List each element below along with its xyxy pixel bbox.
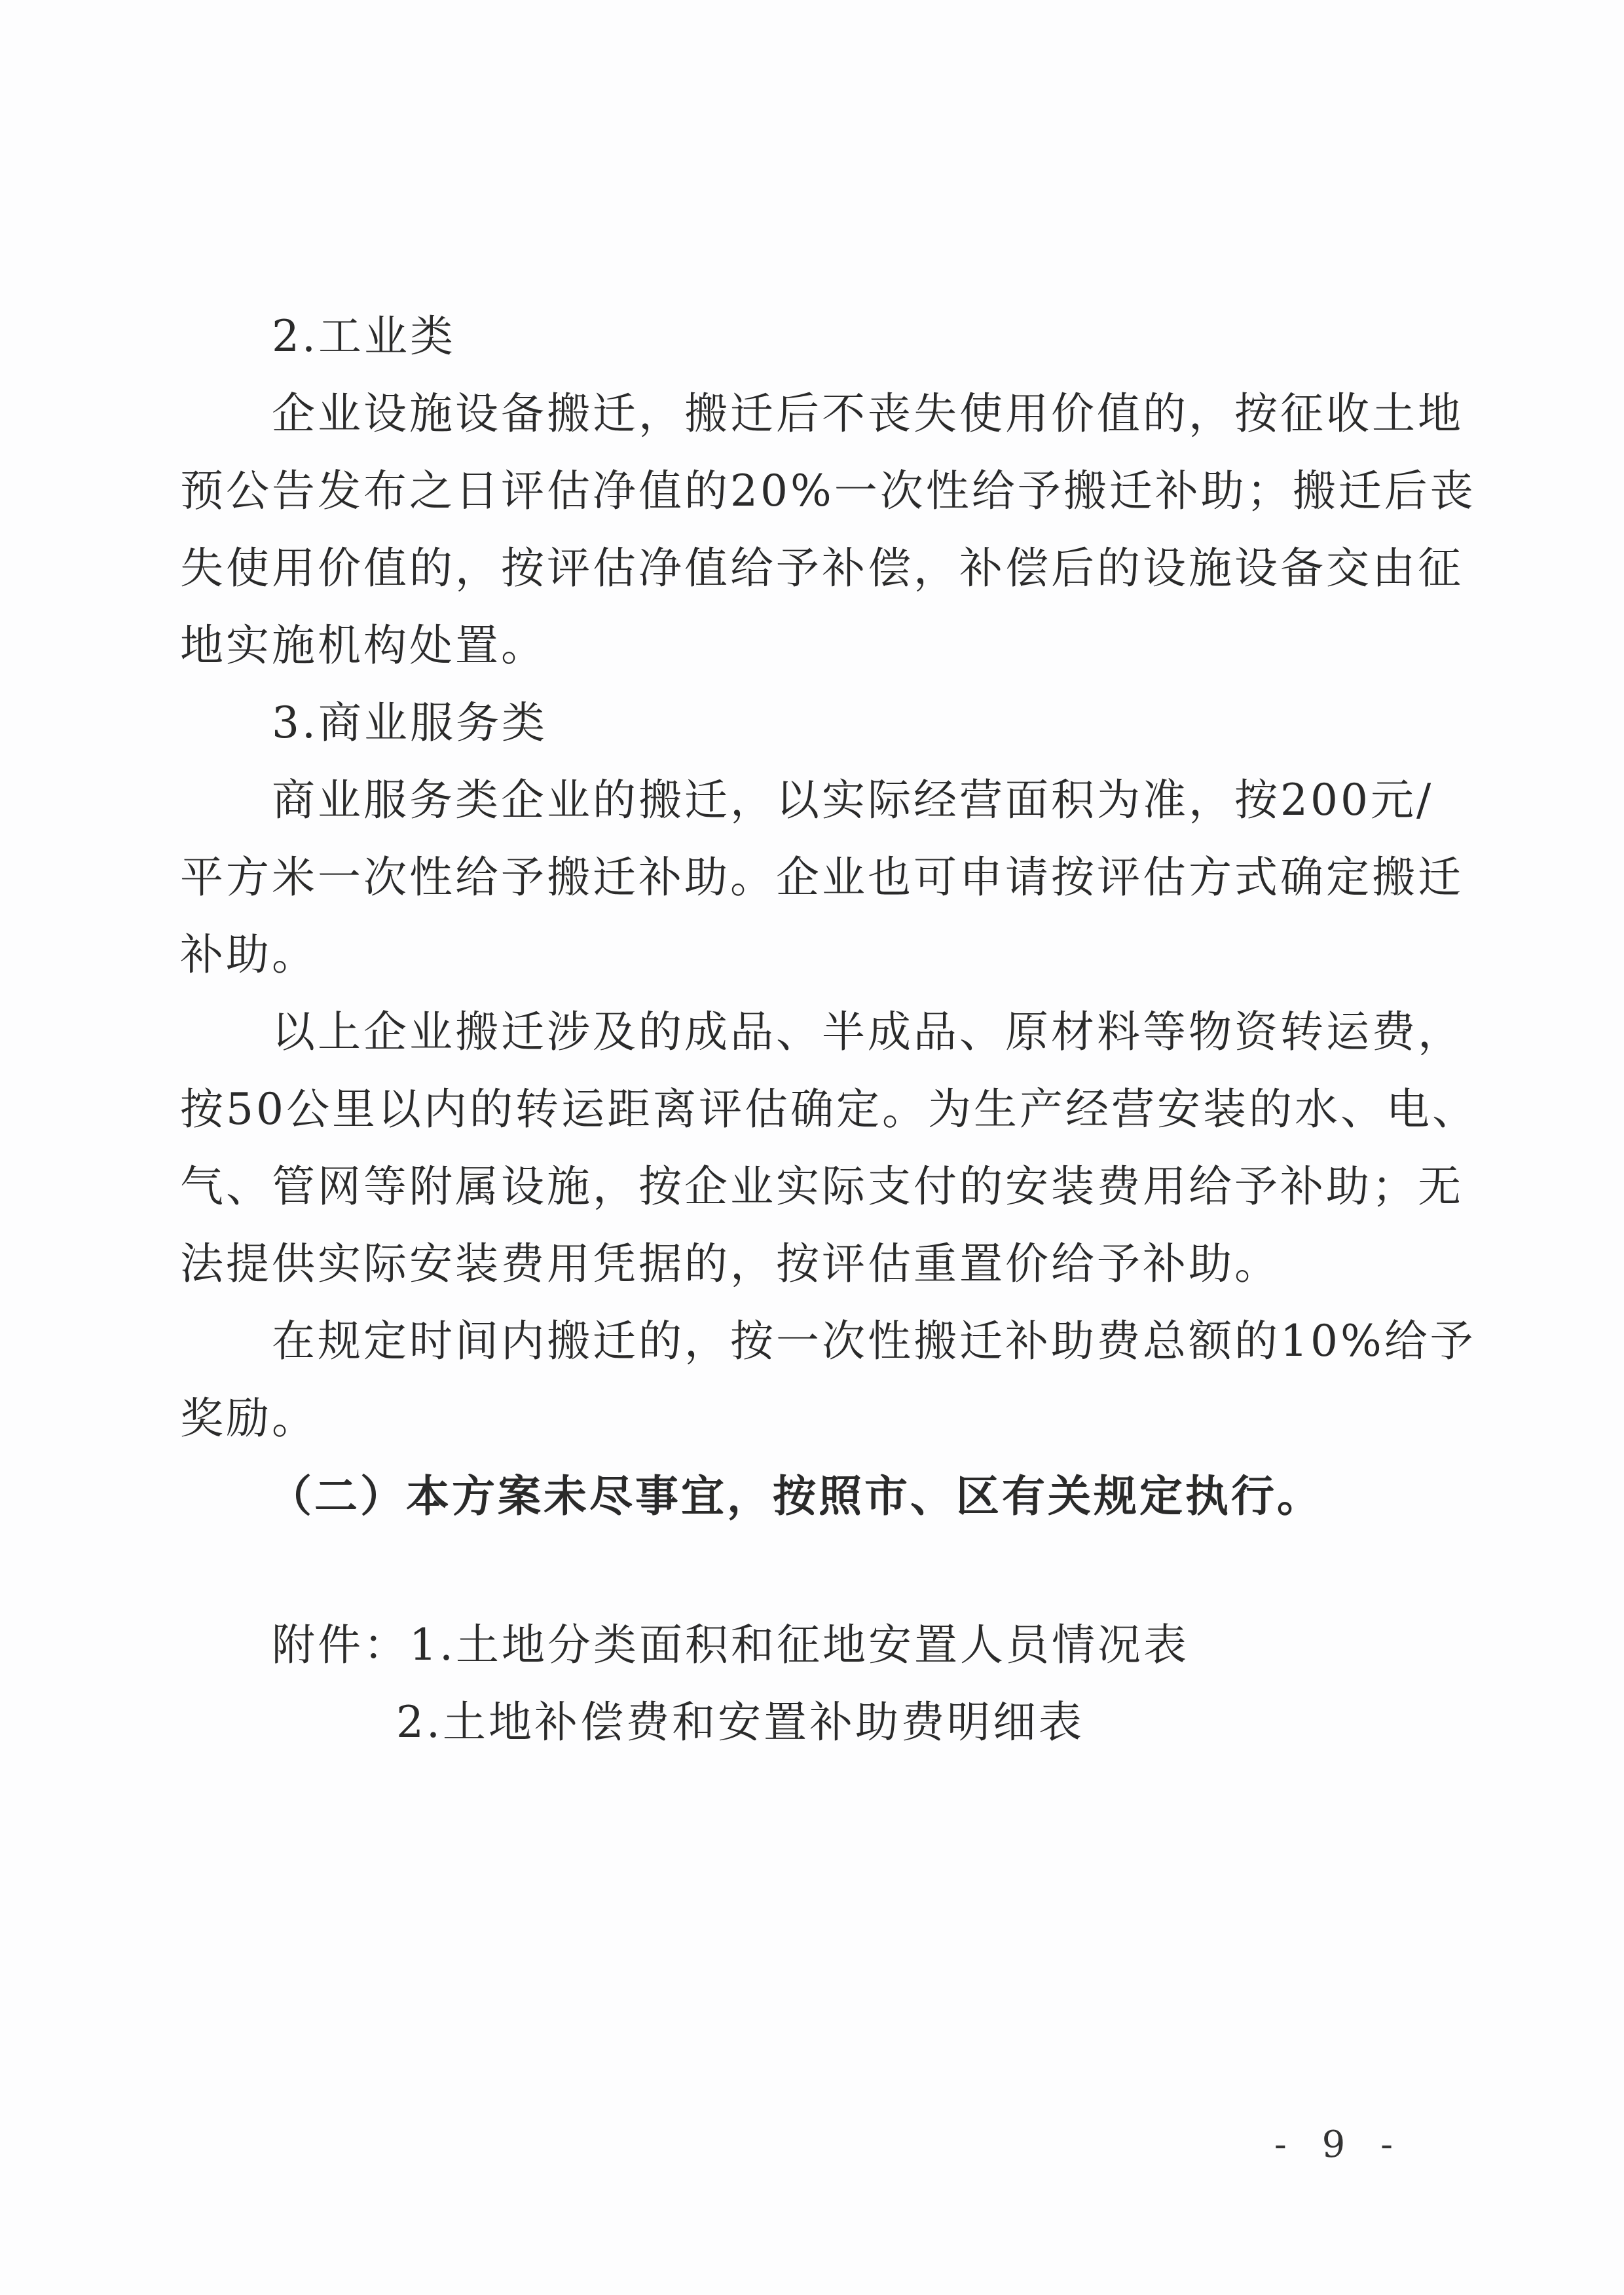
document-body <box>180 298 1478 1761</box>
paragraph-line: 法提供实际安装费用凭据的，按评估重置价给予补助。 <box>180 1239 1280 1289</box>
paragraph-line: 地实施机构处置。 <box>180 620 547 671</box>
attachment-item-1 <box>180 1607 1395 1684</box>
paragraph-line: 在规定时间内搬迁的，按一次性搬迁补助费总额的10%给予 <box>272 1316 1476 1366</box>
attachment-title: 2.土地补偿费和安置补助费明细表 <box>396 1697 1084 1747</box>
heading-industrial: 2.工业类 <box>272 311 456 362</box>
paragraph-line: 奖励。 <box>180 1393 318 1444</box>
attachment-label: 附件： <box>272 1620 409 1670</box>
spacer <box>180 1535 1395 1607</box>
paragraph-line: 按50公里以内的转运距离评估确定。为生产经营安装的水、电、 <box>180 1084 1478 1134</box>
paragraph-line: 失使用价值的，按评估净值给予补偿，补偿后的设施设备交由征 <box>180 543 1464 593</box>
paragraph-line: 预公告发布之日评估净值的20%一次性给予搬迁补助；搬迁后丧 <box>180 466 1476 516</box>
section-other-provisions: （二）本方案未尽事宜，按照市、区有关规定执行。 <box>268 1470 1323 1521</box>
paragraph-line: 企业设施设备搬迁，搬迁后不丧失使用价值的，按征收土地 <box>272 388 1464 439</box>
paragraph-line: 平方米一次性给予搬迁补助。企业也可申请按评估方式确定搬迁 <box>180 852 1464 903</box>
heading-commercial: 3.商业服务类 <box>272 698 547 748</box>
paragraph-line: 气、管网等附属设施，按企业实际支付的安装费用给予补助；无 <box>180 1161 1464 1212</box>
paragraph-line: 商业服务类企业的搬迁，以实际经营面积为准，按200元/ <box>272 775 1434 825</box>
paragraph-line: 补助。 <box>180 929 318 980</box>
paragraph-line: 以上企业搬迁涉及的成品、半成品、原材料等物资转运费， <box>272 1007 1464 1057</box>
attachment-title: 1.土地分类面积和征地安置人员情况表 <box>409 1620 1189 1670</box>
attachment-item-2 <box>180 1684 1395 1761</box>
page-number: - 9 - <box>1274 2123 1405 2166</box>
